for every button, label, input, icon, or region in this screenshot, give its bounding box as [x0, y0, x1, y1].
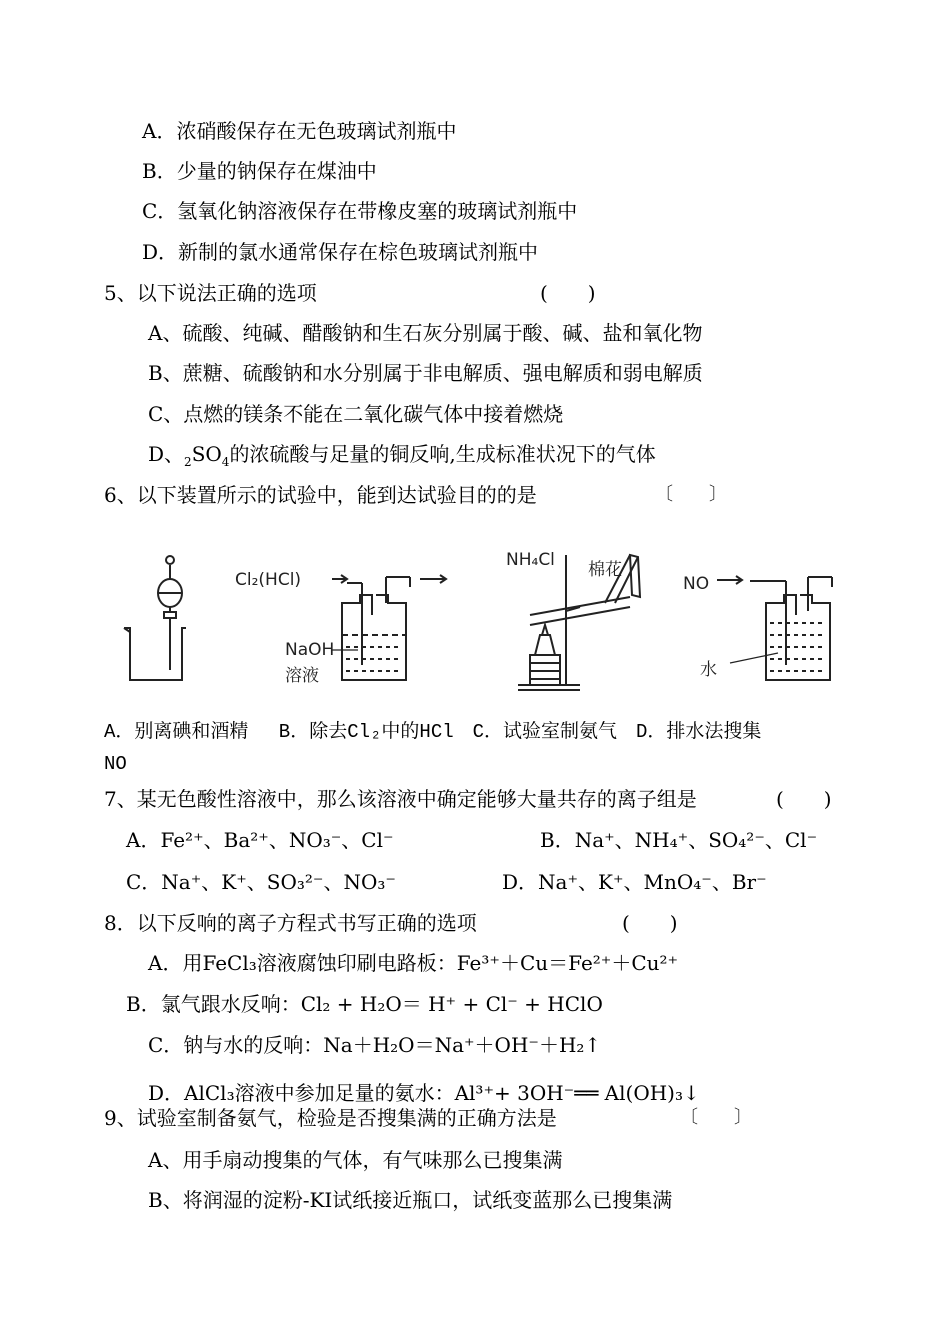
q4-option-a: A．浓硝酸保存在无色玻璃试剂瓶中	[142, 119, 457, 143]
q5-option-c: C、点燃的镁条不能在二氧化碳气体中接着燃烧	[148, 402, 564, 426]
gas-collection-bottle-d	[717, 576, 832, 680]
q9-option-b: B、将润湿的淀粉-KI试纸接近瓶口，试纸变蓝那么已搜集满	[148, 1188, 673, 1212]
label-naoh: NaOH	[285, 640, 335, 660]
label-no: NO	[683, 574, 710, 594]
q5-option-d-sub: 2	[184, 455, 192, 469]
q4-option-b: B．少量的钠保存在煤油中	[142, 159, 377, 183]
q7-option-c: C．Na⁺、K⁺、SO₃²⁻、NO₃⁻	[126, 870, 396, 894]
q8-answer-paren: ( )	[622, 911, 678, 935]
q6-apparatus-figure	[110, 535, 850, 695]
q4-option-d: D．新制的氯水通常保存在棕色玻璃试剂瓶中	[142, 240, 539, 264]
q5-option-d-prefix: D、	[148, 442, 185, 466]
label-cl2-hcl: Cl₂(HCl)	[235, 570, 302, 590]
q5-stem: 5、以下说法正确的选项	[104, 281, 317, 305]
label-cotton: 棉花	[588, 560, 622, 580]
q7-option-b: B．Na⁺、NH₄⁺、SO₄²⁻、Cl⁻	[540, 828, 818, 852]
q7-option-d: D．Na⁺、K⁺、MnO₄⁻、Br⁻	[502, 870, 767, 894]
label-nh4cl: NH₄Cl	[506, 550, 555, 570]
q5-option-b: B、蔗糖、硫酸钠和水分别属于非电解质、强电解质和弱电解质	[148, 361, 703, 385]
q8-option-b: B．氯气跟水反响：Cl₂ + H₂O＝ H⁺ + Cl⁻ + HClO	[126, 992, 603, 1016]
label-water: 水	[700, 660, 717, 680]
q8-option-c: C．钠与水的反响：Na＋H₂O＝Na⁺＋OH⁻＋H₂↑	[148, 1033, 602, 1057]
q7-stem: 7、某无色酸性溶液中，那么该溶液中确定能够大量共存的离子组是	[104, 787, 697, 811]
q8-stem: 8．以下反响的离子方程式书写正确的选项	[104, 911, 477, 935]
q7-answer-paren: ( )	[776, 787, 832, 811]
q5-option-d-sub2: 4	[221, 455, 230, 469]
q6-options-line2: NO	[104, 753, 127, 775]
q5-answer-paren: ( )	[540, 281, 596, 305]
q8-option-a: A．用FeCl₃溶液腐蚀印刷电路板：Fe³⁺＋Cu＝Fe²⁺＋Cu²⁺	[148, 951, 679, 975]
q8-option-d: D．AlCl₃溶液中参加足量的氨水：Al³⁺+ 3OH⁻══ Al(OH)₃↓	[148, 1081, 700, 1105]
separatory-funnel-apparatus	[124, 556, 186, 680]
q9-option-a: A、用手扇动搜集的气体，有气味那么已搜集满	[148, 1148, 563, 1172]
q6-answer-paren: 〔 〕	[655, 484, 727, 505]
q6-stem: 6、以下装置所示的试验中，能到达试验目的的是	[104, 483, 537, 507]
q5-option-d	[148, 442, 656, 469]
q9-answer-paren: 〔 〕	[680, 1107, 752, 1128]
label-solution: 溶液	[285, 666, 319, 686]
q4-option-c: C．氢氧化钠溶液保存在带橡皮塞的玻璃试剂瓶中	[142, 199, 578, 223]
q9-stem: 9、试验室制备氨气，检验是否搜集满的正确方法是	[104, 1106, 557, 1130]
q5-option-d-text: 的浓硫酸与足量的铜反响,生成标准状况下的气体	[229, 442, 656, 466]
q5-option-a: A、硫酸、纯碱、醋酸钠和生石灰分别属于酸、碱、盐和氧化物	[148, 321, 703, 345]
apparatus-diagram	[110, 535, 850, 695]
q5-option-d-formula: SO	[191, 442, 222, 466]
q7-option-a: A．Fe²⁺、Ba²⁺、NO₃⁻、Cl⁻	[126, 828, 394, 852]
gas-wash-bottle-b	[332, 575, 446, 680]
q6-options-line1: A．别离碘和酒精 B．除去Cl₂中的HCl C．试验室制氨气 D．排水法搜集	[104, 721, 762, 743]
